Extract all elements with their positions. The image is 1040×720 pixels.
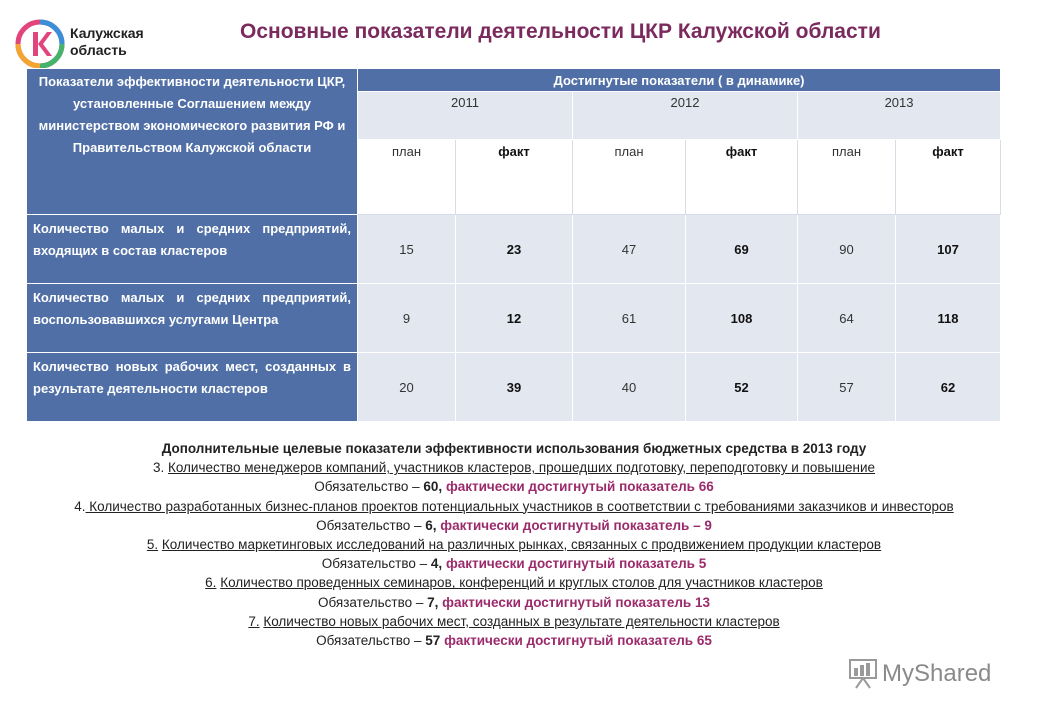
logo-line-2: область — [70, 42, 127, 58]
extra-item — [40, 497, 988, 516]
table-cell: 40 — [573, 353, 686, 422]
obligation-prefix: Обязательство – — [316, 517, 422, 533]
table-row — [27, 353, 1001, 422]
item-text: Количество новых рабочих мест, созданных в результате деятельности кластеров — [263, 613, 780, 629]
table-cell: 90 — [798, 215, 896, 284]
extra-heading: Дополнительные целевые показатели эффективности использования бюджетных средства в 2013 году — [161, 441, 867, 456]
obligation-prefix: Обязательство – — [318, 594, 424, 610]
item-number: 5. — [146, 537, 159, 553]
table-cell: 107 — [896, 215, 1001, 284]
obligation-prefix: Обязательство – — [316, 633, 422, 649]
fact-text: фактически достигнутый показатель 5 — [445, 556, 707, 572]
fact-text: фактически достигнутый показатель – 9 — [440, 517, 712, 533]
item-text: Количество разработанных бизнес-планов проектов потенциальных участников в соответствии с требованиями заказчиков и инвесторов — [85, 498, 954, 514]
row-label: Количество малых и средних предприятий, воспользовавшихся услугами Центра — [27, 284, 358, 353]
item-text: Количество маркетинговых исследований на различных рынках, связанных с продвижением продукции кластеров — [161, 537, 882, 553]
row-label: Количество малых и средних предприятий, входящих в состав кластеров — [27, 215, 358, 284]
extra-indicators — [40, 439, 988, 650]
item-number: 6. — [205, 575, 217, 591]
year-header: 2012 — [573, 92, 798, 140]
table-cell: 62 — [896, 353, 1001, 422]
top-header: Достигнутые показатели ( в динамике) — [358, 69, 1001, 92]
table-cell: 47 — [573, 215, 686, 284]
page-title: Основные показатели деятельности ЦКР Калужской области — [240, 20, 881, 43]
obligation-line — [40, 631, 988, 650]
fact-header: факт — [456, 140, 573, 215]
table-cell: 108 — [686, 284, 798, 353]
obligation-value: 57 — [425, 633, 441, 649]
table-cell: 69 — [686, 215, 798, 284]
fact-header: факт — [686, 140, 798, 215]
table-cell: 39 — [456, 353, 573, 422]
obligation-value: 4, — [430, 556, 443, 572]
watermark: MyShared — [882, 660, 992, 687]
table-cell: 9 — [358, 284, 456, 353]
item-number: 3. — [152, 460, 165, 476]
fact-text: фактически достигнутый показатель 66 — [445, 479, 714, 495]
obligation-value: 6, — [425, 517, 437, 533]
logo-text — [70, 25, 144, 59]
table-cell: 15 — [358, 215, 456, 284]
table-cell: 23 — [456, 215, 573, 284]
table-cell: 52 — [686, 353, 798, 422]
item-text: Количество проведенных семинаров, конференций и круглых столов для участников кластеров — [220, 575, 823, 591]
year-header: 2013 — [798, 92, 1001, 140]
fact-header: факт — [896, 140, 1001, 215]
extra-item — [40, 458, 988, 477]
obligation-line — [40, 516, 988, 535]
obligation-prefix: Обязательство – — [314, 479, 420, 495]
item-number: 7. — [248, 613, 260, 629]
obligation-value: 7, — [427, 594, 439, 610]
table-row — [27, 215, 1001, 284]
extra-item — [40, 535, 988, 554]
kaluga-logo-icon — [14, 18, 70, 74]
obligation-line — [40, 554, 988, 573]
extra-item — [40, 612, 988, 631]
obligation-line — [40, 593, 988, 612]
logo-line-1: Калужская — [70, 25, 144, 41]
table-cell: 12 — [456, 284, 573, 353]
table-cell: 64 — [798, 284, 896, 353]
obligation-line — [40, 477, 988, 496]
item-number: 4. — [74, 498, 86, 514]
year-header: 2011 — [358, 92, 573, 140]
table-cell: 118 — [896, 284, 1001, 353]
plan-header: план — [358, 140, 456, 215]
table-row — [27, 284, 1001, 353]
plan-header: план — [573, 140, 686, 215]
table-cell: 20 — [358, 353, 456, 422]
left-header: Показатели эффективности деятельности ЦКР, установленные Соглашением между министерством экономического развития РФ и Правительством Калужской области — [27, 69, 358, 215]
fact-text: фактически достигнутый показатель 13 — [442, 594, 710, 610]
fact-text: фактически достигнутый показатель 65 — [444, 633, 712, 649]
indicators-table — [26, 68, 1001, 422]
obligation-value: 60, — [423, 479, 443, 495]
plan-header: план — [798, 140, 896, 215]
item-text: Количество менеджеров компаний, участников кластеров, прошедших подготовку, переподготовку и повышение — [167, 460, 876, 476]
extra-item — [40, 573, 988, 592]
row-label: Количество новых рабочих мест, созданных в результате деятельности кластеров — [27, 353, 358, 422]
table-cell: 61 — [573, 284, 686, 353]
table-cell: 57 — [798, 353, 896, 422]
obligation-prefix: Обязательство – — [321, 556, 428, 572]
